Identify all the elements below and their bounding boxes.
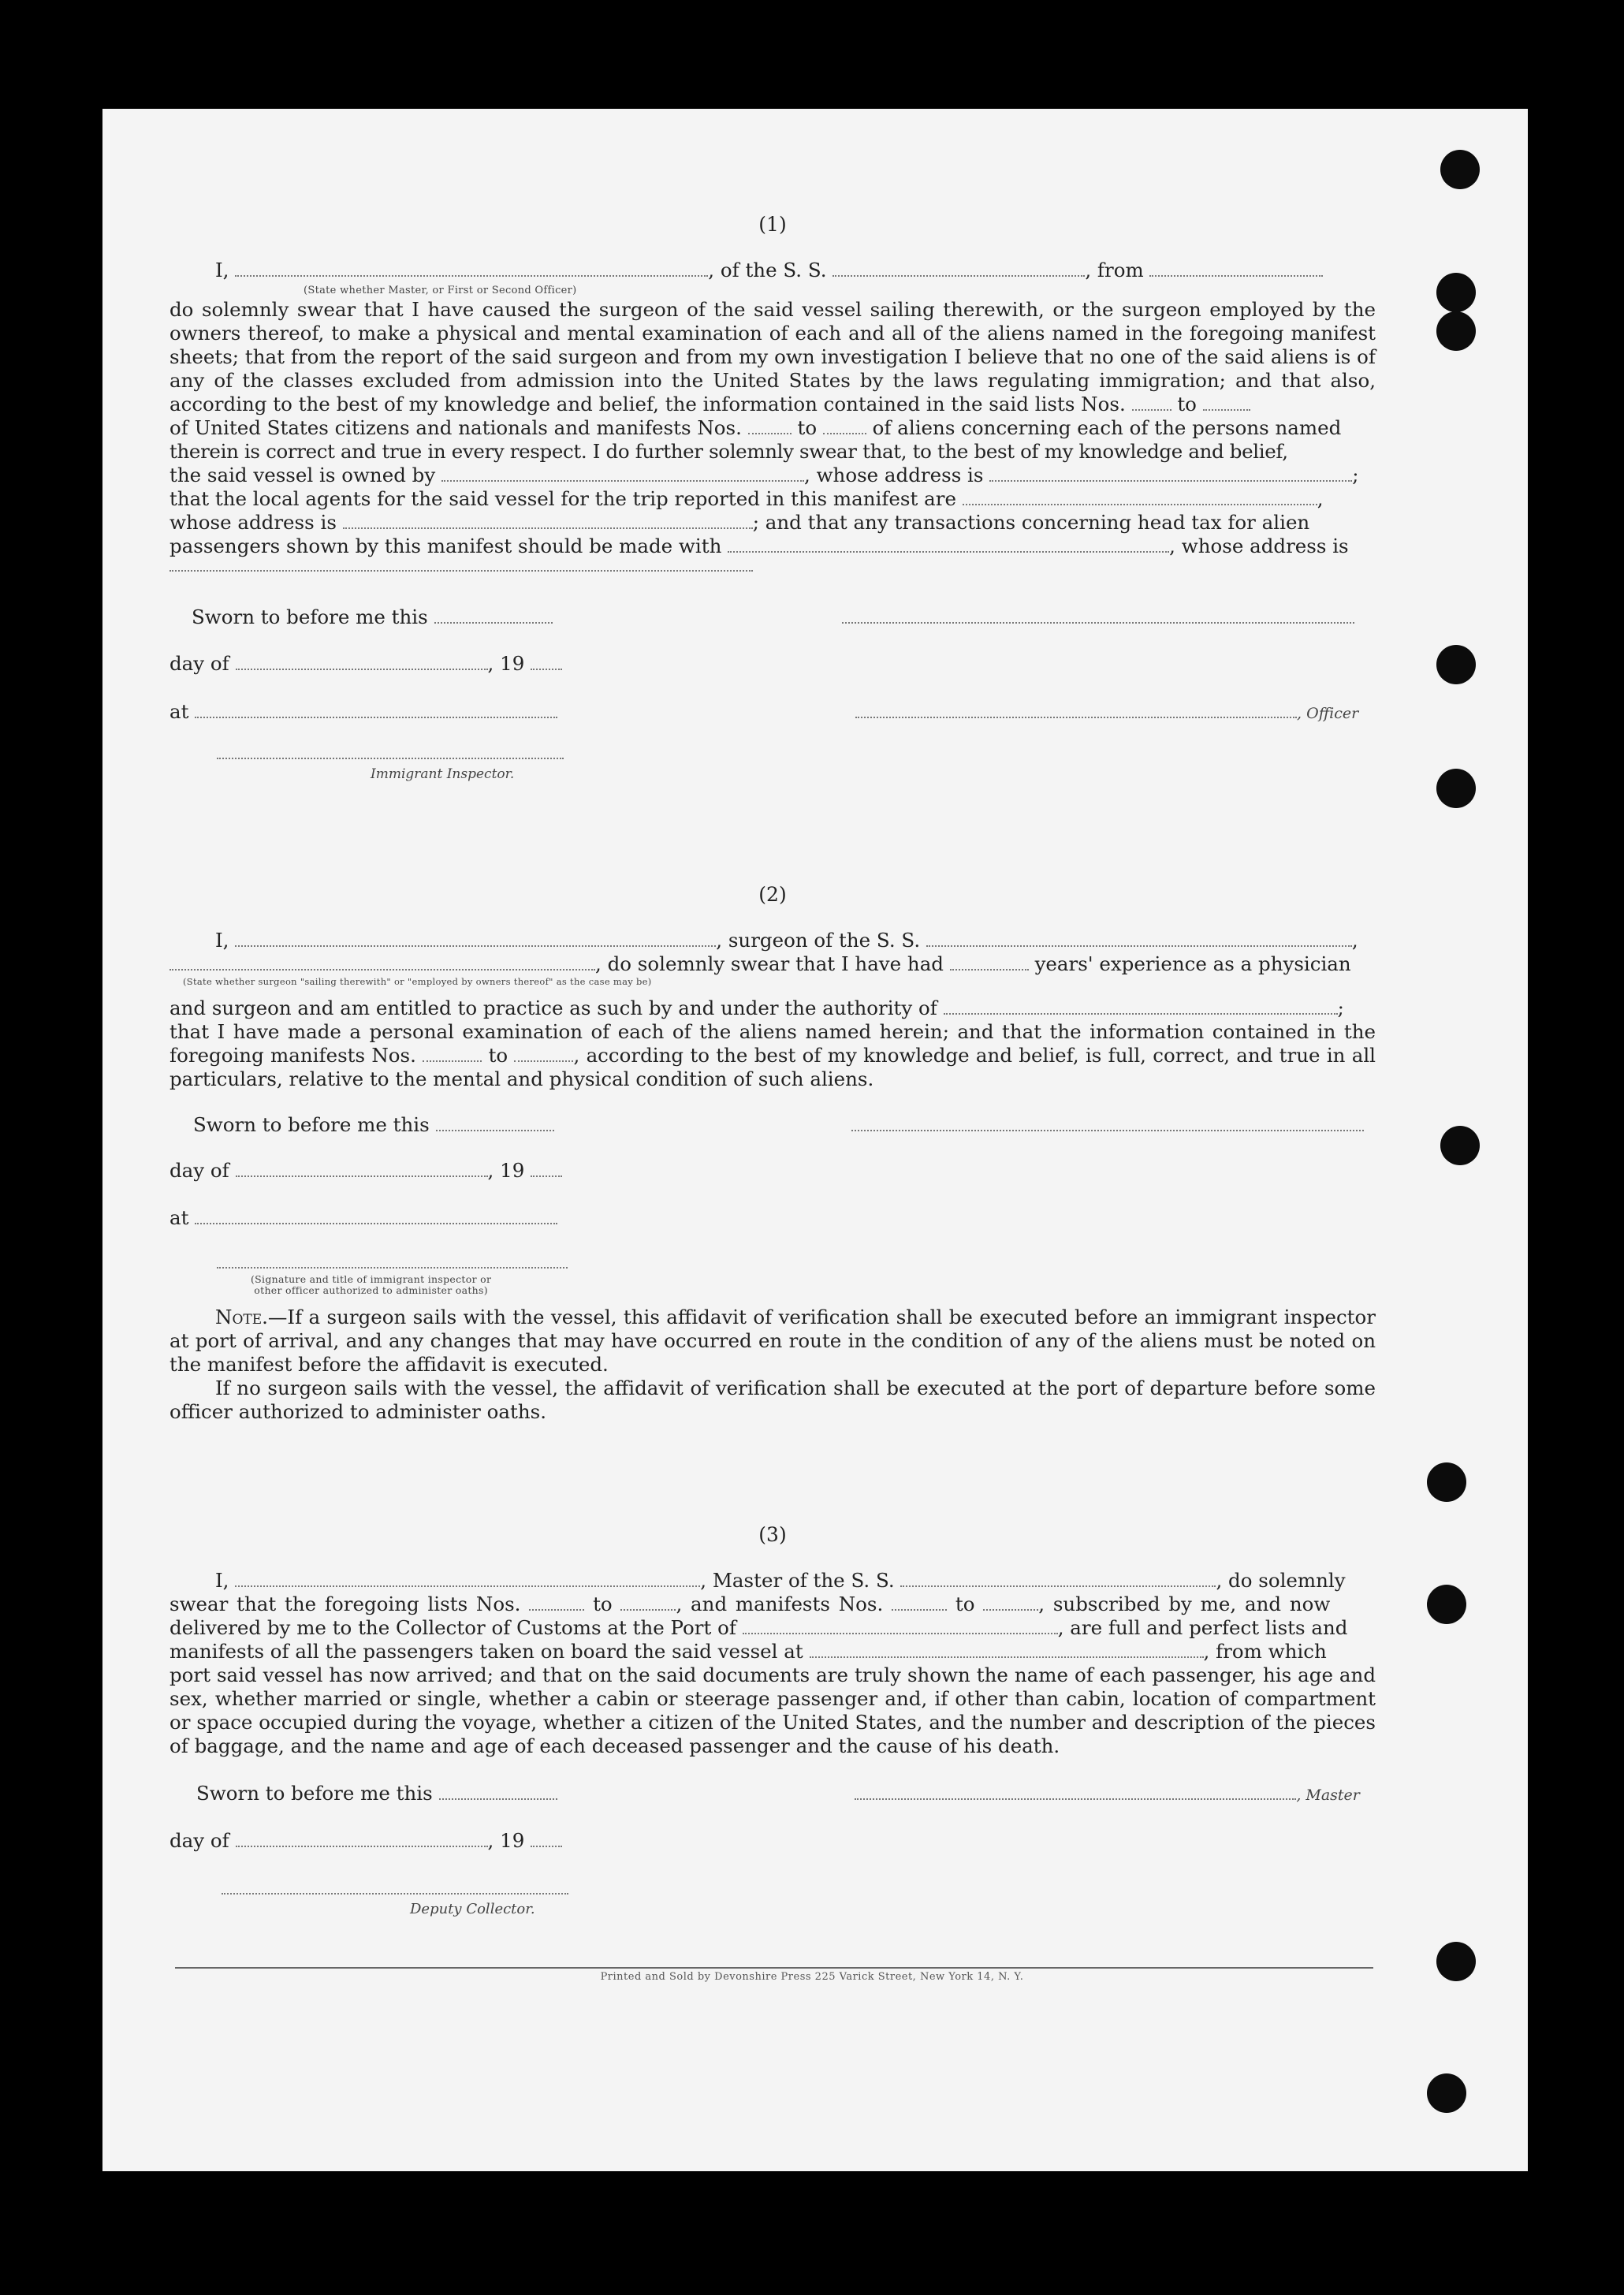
manifests-from-field[interactable]: [423, 1045, 482, 1062]
note-2: [169, 1377, 1376, 1424]
solemnly-label: , do solemnly: [1216, 1569, 1346, 1592]
section-2-line1: [169, 929, 1376, 952]
label-i: I,: [215, 929, 229, 952]
correct-text: therein is correct and true in every respect. I do further solemnly swear that, to the best of my knowledge and belief,: [169, 440, 1288, 463]
printer-imprint: Printed and Sold by Devonshire Press 225 Varick Street, New York 14, N. Y.: [600, 1971, 1024, 1983]
manifests-from-field[interactable]: [892, 1593, 947, 1611]
whose-address-label: whose address is: [169, 511, 337, 534]
label-to: to: [488, 1044, 508, 1067]
officer-label: , Officer: [1297, 705, 1359, 722]
day-of-label: day of: [169, 652, 229, 675]
delivered-label: delivered by me to the Collector of Customs at the Port of: [169, 1616, 736, 1639]
sworn-field[interactable]: [436, 1114, 554, 1131]
section-3-day: [169, 1829, 1376, 1853]
at-label: at: [169, 1206, 189, 1229]
label-from: , from: [1085, 259, 1144, 281]
manifest-from-field[interactable]: [748, 417, 792, 434]
year-label: , 19: [487, 652, 525, 675]
sworn-label: Sworn to before me this: [192, 605, 428, 628]
owned-by-label: the said vessel is owned by: [169, 464, 436, 486]
deputy-signature: [169, 1876, 1376, 1919]
authority-field[interactable]: [944, 997, 1338, 1015]
master-of-label: , Master of the S. S.: [700, 1569, 895, 1592]
day-field[interactable]: [236, 1160, 488, 1177]
signature-caption-2: other officer authorized to administer oaths): [254, 1284, 488, 1296]
label-i: I,: [215, 1569, 229, 1592]
manifests-label: manifests of all the passengers taken on board the said vessel at: [169, 1640, 803, 1663]
at-field[interactable]: [195, 701, 557, 718]
section-1-at: [169, 700, 1376, 725]
aliens-text: of aliens concerning each of the persons named: [872, 416, 1342, 439]
sworn-label: Sworn to before me this: [193, 1113, 430, 1136]
day-field[interactable]: [236, 653, 488, 670]
manifests-to-field[interactable]: [514, 1045, 573, 1062]
lists-to-field[interactable]: [1203, 393, 1250, 411]
officer-field[interactable]: [235, 259, 708, 277]
lists-from-field[interactable]: [1132, 393, 1171, 411]
label-to: to: [1177, 393, 1197, 415]
punch-hole: [1427, 1585, 1466, 1624]
deputy-caption: Deputy Collector.: [410, 1901, 535, 1917]
port-field[interactable]: [743, 1617, 1058, 1634]
inspector-caption: Immigrant Inspector.: [371, 766, 515, 782]
signature-line[interactable]: [842, 606, 1354, 624]
caption-surgeon: (State whether surgeon "sailing therewith" or "employed by owners thereof" as the case may be): [183, 976, 652, 987]
section-1-body: [169, 298, 1376, 416]
label-to: to: [797, 416, 818, 439]
section-1-number: (1): [758, 213, 787, 236]
from-which-label: , from which: [1203, 1640, 1327, 1663]
years-label: years' experience as a physician: [1034, 952, 1351, 975]
year-label: , 19: [487, 1159, 525, 1182]
punch-hole: [1440, 1126, 1480, 1165]
master-signature-field[interactable]: [855, 1783, 1296, 1800]
authority-label: and surgeon and am entitled to practice as such by and under the authority of: [169, 997, 937, 1019]
punch-hole: [1427, 2073, 1466, 2113]
section-3-number: (3): [758, 1523, 787, 1546]
agents-address-field[interactable]: [343, 512, 753, 529]
surgeon-status-field[interactable]: [169, 953, 595, 971]
officer-signature-field[interactable]: [855, 701, 1297, 718]
master-name-field[interactable]: [235, 1570, 700, 1587]
local-agents-label: that the local agents for the said vessel for the trip reported in this manifest are: [169, 487, 956, 510]
head-tax-text: ; and that any transactions concerning head tax for alien: [752, 511, 1310, 534]
section-1-address-line: [169, 511, 1376, 535]
oath-text-1: do solemnly swear that I have caused the surgeon of the said vessel sailing therewith, or the surgeon employed by the owners thereof, to make a physical and mental examination of each and all of the aliens named in the foregoing manifest sheets; that from the report of the said surgeon and from my own investigation I believe that no one of the said aliens is of any of the classes excluded from admission into the United States by the laws regulating immigration; and that also, according to the best of my knowledge and belief, the information contained in the said lists Nos.: [169, 298, 1376, 415]
at-field[interactable]: [195, 1207, 557, 1224]
footer-rule: [175, 1967, 1373, 1969]
punch-hole: [1436, 769, 1476, 808]
caption-officer: (State whether Master, or First or Second Officer): [304, 285, 577, 296]
from-port-field[interactable]: [1149, 259, 1323, 277]
us-citizens-text: of United States citizens and nationals and manifests Nos.: [169, 416, 742, 439]
section-2-sworn: [169, 1113, 1376, 1137]
label-to: to: [955, 1593, 975, 1615]
agents-field[interactable]: [963, 488, 1317, 505]
official-signature-field[interactable]: [217, 1251, 568, 1269]
punch-hole: [1440, 150, 1480, 189]
section-1-agents-line: [169, 487, 1376, 511]
day-field[interactable]: [236, 1830, 488, 1847]
label-i: I,: [215, 259, 229, 281]
section-1-us-line: [169, 416, 1376, 440]
punct: ;: [1352, 464, 1359, 486]
section-3-line4: [169, 1640, 1376, 1664]
ship-name-field[interactable]: [832, 259, 1085, 277]
note: [169, 1306, 1376, 1377]
label-of-ss: , of the S. S.: [708, 259, 827, 281]
day-of-label: day of: [169, 1159, 229, 1182]
punch-hole: [1436, 273, 1476, 312]
master-label: , Master: [1296, 1786, 1360, 1804]
and-manifests-label: , and manifests Nos.: [676, 1593, 884, 1615]
section-3-sworn: [169, 1782, 1376, 1807]
punct: ,: [1317, 487, 1324, 510]
head-tax-party-field[interactable]: [728, 535, 1169, 553]
passengers-text: passengers shown by this manifest should be made with: [169, 535, 722, 557]
section-2-day: [169, 1159, 1376, 1183]
whose-address-label: , whose address is: [1169, 535, 1349, 557]
whose-address-label: , whose address is: [804, 464, 984, 486]
day-of-label: day of: [169, 1829, 229, 1852]
section-2-signature: [169, 1250, 1376, 1274]
section-1-header-line: [169, 259, 1376, 282]
year-label: , 19: [487, 1829, 525, 1852]
section-3-line1: [169, 1569, 1376, 1593]
lists-to-field[interactable]: [620, 1593, 676, 1611]
section-2-body: [169, 1020, 1376, 1091]
section-3-body: [169, 1664, 1376, 1758]
lists-from-field[interactable]: [529, 1593, 584, 1611]
year-field[interactable]: [531, 1830, 562, 1847]
ship-name-field[interactable]: [926, 930, 1352, 947]
signature-caption: [251, 1274, 491, 1296]
section-1-owner-line: [169, 464, 1376, 487]
owner-address-field[interactable]: [989, 464, 1352, 482]
ship-name-field[interactable]: [900, 1570, 1216, 1587]
year-field[interactable]: [531, 653, 562, 670]
years-field[interactable]: [950, 953, 1029, 971]
final-address-field[interactable]: [169, 554, 753, 572]
surgeon-of-label: , surgeon of the S. S.: [716, 929, 921, 952]
at-label: at: [169, 700, 189, 723]
note-label: Note.: [215, 1306, 268, 1328]
examination-text: that I have made a personal examination of each of the aliens named herein; and that the information contained in the foregoing manifests Nos.: [169, 1020, 1376, 1067]
section-1-sworn: [169, 605, 1376, 629]
section-3-line2: [169, 1593, 1376, 1616]
section-2-number: (2): [758, 883, 787, 906]
section-3-line3: [169, 1616, 1376, 1640]
section-2-authority: [169, 997, 1376, 1020]
note-text: —If a surgeon sails with the vessel, this affidavit of verification shall be executed before an immigrant inspector at port of arrival, and any changes that may have occurred en route in the condition of any of the aliens must be noted on the manifest before the affidavit is executed.: [169, 1306, 1376, 1376]
surgeon-name-field[interactable]: [235, 930, 716, 947]
section-1-correct-line: [169, 440, 1376, 464]
deputy-signature-field[interactable]: [222, 1877, 568, 1894]
year-field[interactable]: [531, 1160, 562, 1177]
section-2-at: [169, 1206, 1376, 1230]
declaration-text: port said vessel has now arrived; and that on the said documents are truly shown the name of each passenger, his age and sex, whether married or single, whether a cabin or steerage passenger and, if other than cabin, location of compartment or space occupied during the voyage, whether a citizen of the United States, and the number and description of the pieces of baggage, and the name and age of each deceased passenger and the cause of his death.: [169, 1664, 1376, 1757]
note-2-text: If no surgeon sails with the vessel, the affidavit of verification shall be executed at the port of departure before some officer authorized to administer oaths.: [169, 1377, 1376, 1423]
punct: ;: [1337, 997, 1344, 1019]
label-to: to: [593, 1593, 613, 1615]
examination-text-end: , according to the best of my knowledge and belief, is full, correct, and true in all particulars, relative to the mental and physical condition of such aliens.: [169, 1044, 1376, 1090]
punch-hole: [1436, 645, 1476, 684]
owner-field[interactable]: [441, 464, 804, 482]
section-1-day: [169, 652, 1376, 676]
punct: ,: [1351, 929, 1358, 952]
manifests-to-field[interactable]: [983, 1593, 1038, 1611]
subscribed-label: , subscribed by me, and now: [1038, 1593, 1331, 1615]
sworn-field[interactable]: [434, 606, 553, 624]
punch-hole: [1436, 311, 1476, 351]
inspector-signature: [169, 741, 1376, 784]
inspector-signature-field[interactable]: [217, 742, 564, 759]
full-label: , are full and perfect lists and: [1057, 1616, 1348, 1639]
punch-hole: [1427, 1462, 1466, 1502]
swear-label: swear that the foregoing lists Nos.: [169, 1593, 521, 1615]
signature-caption-1: (Signature and title of immigrant inspector or: [251, 1273, 492, 1285]
sworn-label: Sworn to before me this: [196, 1782, 433, 1805]
swear-label: , do solemnly swear that I have had: [595, 952, 944, 975]
sworn-field[interactable]: [439, 1783, 557, 1800]
surgeon-signature-field[interactable]: [851, 1114, 1364, 1131]
departure-port-field[interactable]: [810, 1641, 1204, 1658]
section-2-line2: [169, 952, 1376, 976]
manifest-to-field[interactable]: [823, 417, 866, 434]
section-1-final-address: [169, 553, 1376, 577]
